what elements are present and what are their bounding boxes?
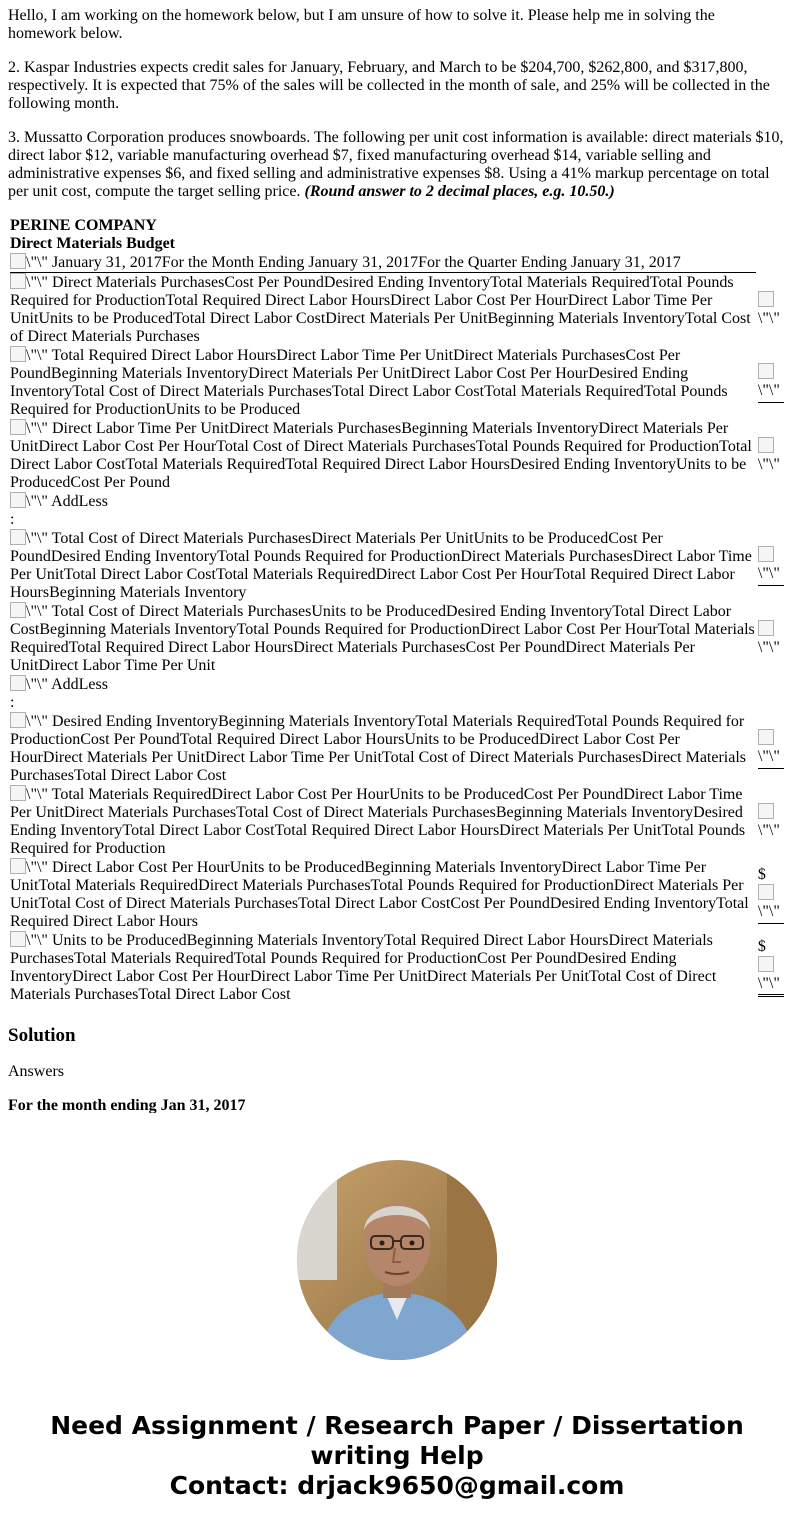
line-item-options: Desired Ending InventoryBeginning Materials InventoryTotal Materials RequiredTotal Pounds Required for ProductionCost Per PoundTotal Required Direct Labor HoursUnits to be ProducedDirect Labor Cost Per HourDirect Materials Per UnitDirect Labor Time Per UnitTotal Cost of Direct Materials PurchasesDirect Materials PurchasesTotal Direct Labor Cost: [10, 713, 747, 784]
line-item-options: Direct Materials PurchasesCost Per PoundDesired Ending InventoryTotal Materials RequiredTotal Pounds Required for ProductionTotal Required Direct Labor HoursDirect Labor Cost Per HourDirect Labor Time Per UnitUnits to be ProducedTotal Direct Labor CostDirect Materials Per UnitBeginning Materials InventoryTotal Cost of Direct Materials Purchases: [10, 274, 751, 345]
amount-cell: [756, 675, 786, 712]
promo-banner: [0, 1411, 794, 1501]
broken-image-icon: [758, 884, 774, 900]
broken-image-icon: [10, 253, 26, 269]
broken-image-icon: [758, 546, 774, 562]
amount-cell: [756, 785, 786, 858]
line-item-options: Direct Labor Time Per UnitDirect Materials PurchasesBeginning Materials InventoryDirect Materials Per UnitDirect Labor Cost Per HourTotal Cost of Direct Materials PurchasesTotal Pounds Required for ProductionTotal Direct Labor CostTotal Materials RequiredTotal Required Direct Labor HoursDesired Ending InventoryUnits to be ProducedCost Per Pound: [10, 420, 752, 491]
total-underline: [758, 585, 784, 586]
period-amount-cell: [756, 253, 786, 273]
budget-row: [10, 602, 786, 675]
broken-image-icon: [10, 931, 26, 947]
line-item-selector[interactable]: [10, 529, 756, 602]
add-less-options: AddLess: [47, 493, 108, 510]
author-avatar: [297, 1160, 497, 1360]
line-item-selector[interactable]: [10, 931, 756, 1004]
img-alt-text: \"\": [757, 902, 780, 920]
budget-company-name: PERINE COMPANY: [10, 217, 157, 234]
img-alt-text: \"\": [757, 456, 780, 473]
line-item-selector[interactable]: [10, 419, 756, 492]
img-alt-text: \"\": [26, 420, 48, 437]
promo-contact: Contact: drjack9650@gmail.com: [169, 1471, 625, 1500]
broken-image-icon: [758, 620, 774, 636]
month-ending-heading: For the month ending Jan 31, 2017: [8, 1097, 246, 1113]
promo-line-2: writing Help: [310, 1441, 484, 1470]
line-item-options: Total Cost of Direct Materials PurchasesDirect Materials Per UnitUnits to be ProducedCost Per PoundDesired Ending InventoryTotal Pounds Required for ProductionDirect Materials PurchasesDirect Labor Time Per UnitTotal Direct Labor CostTotal Materials RequiredDirect Labor Cost Per HourTotal Required Direct Labor HoursBeginning Materials Inventory: [10, 530, 752, 601]
amount-cell: [756, 273, 786, 347]
line-item-options: Direct Labor Cost Per HourUnits to be ProducedBeginning Materials InventoryDirect Labor Time Per UnitTotal Materials RequiredDirect Materials PurchasesTotal Pounds Required for ProductionDirect Materials Per UnitTotal Cost of Direct Materials PurchasesTotal Direct Labor CostCost Per PoundDesired Ending InventoryTotal Required Direct Labor Hours: [10, 859, 749, 930]
img-alt-text: \"\": [26, 530, 48, 547]
question-3: [8, 129, 786, 201]
add-less-selector[interactable]: [10, 492, 756, 529]
broken-image-icon: [10, 785, 26, 801]
img-alt-text: \"\": [757, 309, 780, 327]
line-item-selector[interactable]: [10, 858, 756, 931]
line-item-options: Units to be ProducedBeginning Materials InventoryTotal Required Direct Labor HoursDirect Materials PurchasesTotal Materials RequiredTotal Pounds Required for ProductionCost Per PoundDesired Ending InventoryDirect Labor Cost Per HourDirect Labor Time Per UnitDirect Materials Per UnitTotal Cost of Direct Materials PurchasesTotal Direct Labor Cost: [10, 932, 717, 1003]
budget-row: [10, 712, 786, 785]
broken-image-icon: [758, 363, 774, 379]
broken-image-icon: [10, 492, 26, 508]
img-alt-text: \"\": [26, 493, 48, 510]
period-options: January 31, 2017For the Month Ending January 31, 2017For the Quarter Ending January 31, 2017: [47, 254, 681, 271]
total-underline: [758, 923, 784, 924]
img-alt-text: \"\": [26, 786, 48, 803]
img-alt-text: \"\": [26, 274, 48, 291]
img-alt-text: \"\": [757, 747, 780, 765]
amount-cell: [756, 712, 786, 785]
budget-table: [10, 253, 786, 1004]
direct-materials-budget: [8, 217, 786, 1004]
amount-input[interactable]: [758, 884, 786, 921]
line-item-selector[interactable]: [10, 346, 756, 419]
img-alt-text: \"\": [757, 639, 780, 656]
author-photo: [297, 1160, 497, 1360]
img-alt-text: \"\": [757, 822, 780, 839]
line-item-options: Total Cost of Direct Materials PurchasesUnits to be ProducedDesired Ending InventoryTotal Direct Labor CostBeginning Materials InventoryTotal Pounds Required for ProductionDirect Labor Cost Per HourTotal Materials RequiredTotal Required Direct Labor HoursDirect Materials PurchasesCost Per PoundDirect Materials Per UnitDirect Labor Time Per Unit: [10, 603, 755, 674]
budget-row: [10, 419, 786, 492]
broken-image-icon: [10, 529, 26, 545]
broken-image-icon: [10, 602, 26, 618]
question-3-rounding-note: (Round answer to 2 decimal places, e.g. 10.50.): [304, 183, 615, 200]
img-alt-text: \"\": [26, 859, 48, 876]
total-underline: [758, 768, 784, 769]
amount-cell: [756, 931, 786, 1004]
broken-image-icon: [10, 675, 26, 691]
intro-text: Hello, I am working on the homework below, but I am unsure of how to solve it. Please help me in solving the homework below.: [8, 7, 715, 42]
amount-input[interactable]: [758, 803, 786, 840]
amount-input[interactable]: [758, 291, 786, 328]
total-underline: [758, 402, 784, 403]
colon-label: :: [10, 511, 15, 528]
add-less-row: [10, 675, 786, 712]
answers-label: Answers: [8, 1063, 64, 1080]
amount-input[interactable]: [758, 546, 786, 583]
broken-image-icon: [10, 419, 26, 435]
img-alt-text: \"\": [26, 347, 48, 364]
grand-total-double-underline: [758, 994, 784, 997]
broken-image-icon: [758, 437, 774, 453]
broken-image-icon: [10, 346, 26, 362]
question-2: 2. Kaspar Industries expects credit sales for January, February, and March to be $204,700, $262,800, and $317,800, respectively. It is expected that 75% of the sales will be collected in the month of sale, and 25% will be collected in the following month.: [8, 59, 770, 112]
amount-cell: [756, 346, 786, 419]
line-item-selector[interactable]: [10, 273, 756, 347]
question-3-text: 3. Mussatto Corporation produces snowboards. The following per unit cost information is available: direct materials $10, direct labor $12, variable manufacturing overhead $7, fixed manufacturing overhead $14, variable selling and administrative expenses $6, and fixed selling and administrative expenses $8. Using a 41% markup percentage on total per unit cost, compute the target selling price.: [8, 129, 784, 200]
img-alt-text: \"\": [26, 676, 48, 693]
solution-heading: Solution: [8, 1025, 76, 1046]
line-item-selector[interactable]: [10, 602, 756, 675]
broken-image-icon: [758, 803, 774, 819]
img-alt-text: \"\": [757, 564, 780, 582]
line-item-selector[interactable]: [10, 785, 756, 858]
promo-line-1: Need Assignment / Research Paper / Dissertation: [50, 1411, 744, 1440]
amount-cell: [756, 419, 786, 492]
broken-image-icon: [10, 273, 26, 289]
add-less-row: [10, 492, 786, 529]
broken-image-icon: [10, 858, 26, 874]
budget-row: [10, 858, 786, 931]
line-item-options: Total Materials RequiredDirect Labor Cost Per HourUnits to be ProducedCost Per PoundDirect Labor Time Per UnitDirect Materials PurchasesTotal Cost of Direct Materials PurchasesBeginning Materials InventoryDesired Ending InventoryTotal Direct Labor CostTotal Required Direct Labor HoursDirect Materials Per UnitTotal Pounds Required for Production: [10, 786, 746, 857]
currency-symbol: $: [757, 865, 766, 883]
amount-input[interactable]: [758, 620, 786, 657]
img-alt-text: \"\": [26, 603, 48, 620]
budget-row: [10, 785, 786, 858]
amount-input[interactable]: [758, 363, 786, 400]
broken-image-icon: [10, 712, 26, 728]
broken-image-icon: [758, 956, 774, 972]
budget-row: [10, 931, 786, 1004]
broken-image-icon: [758, 291, 774, 307]
img-alt-text: \"\": [26, 254, 48, 271]
budget-row: [10, 346, 786, 419]
budget-title: Direct Materials Budget: [10, 235, 175, 252]
amount-cell: [756, 602, 786, 675]
amount-input[interactable]: [758, 729, 786, 766]
img-alt-text: \"\": [26, 932, 48, 949]
amount-cell: [756, 529, 786, 602]
budget-row: [10, 529, 786, 602]
img-alt-text: \"\": [757, 381, 780, 399]
amount-cell: [756, 492, 786, 529]
img-alt-text: \"\": [757, 975, 780, 992]
period-selector[interactable]: [10, 253, 756, 273]
add-less-options: AddLess: [47, 676, 108, 693]
add-less-selector[interactable]: [10, 675, 756, 712]
img-alt-text: \"\": [26, 713, 48, 730]
amount-cell: [756, 858, 786, 931]
line-item-selector[interactable]: [10, 712, 756, 785]
line-item-options: Total Required Direct Labor HoursDirect Labor Time Per UnitDirect Materials PurchasesCost Per PoundBeginning Materials InventoryDirect Materials Per UnitDirect Labor Cost Per HourDesired Ending InventoryTotal Cost of Direct Materials PurchasesTotal Direct Labor CostTotal Materials RequiredTotal Pounds Required for ProductionUnits to be Produced: [10, 347, 728, 418]
amount-input[interactable]: [758, 956, 786, 993]
broken-image-icon: [758, 729, 774, 745]
colon-label: :: [10, 694, 15, 711]
period-selector-row: [10, 253, 786, 273]
currency-symbol: $: [757, 938, 766, 955]
amount-input[interactable]: [758, 437, 786, 474]
budget-row: [10, 273, 786, 347]
